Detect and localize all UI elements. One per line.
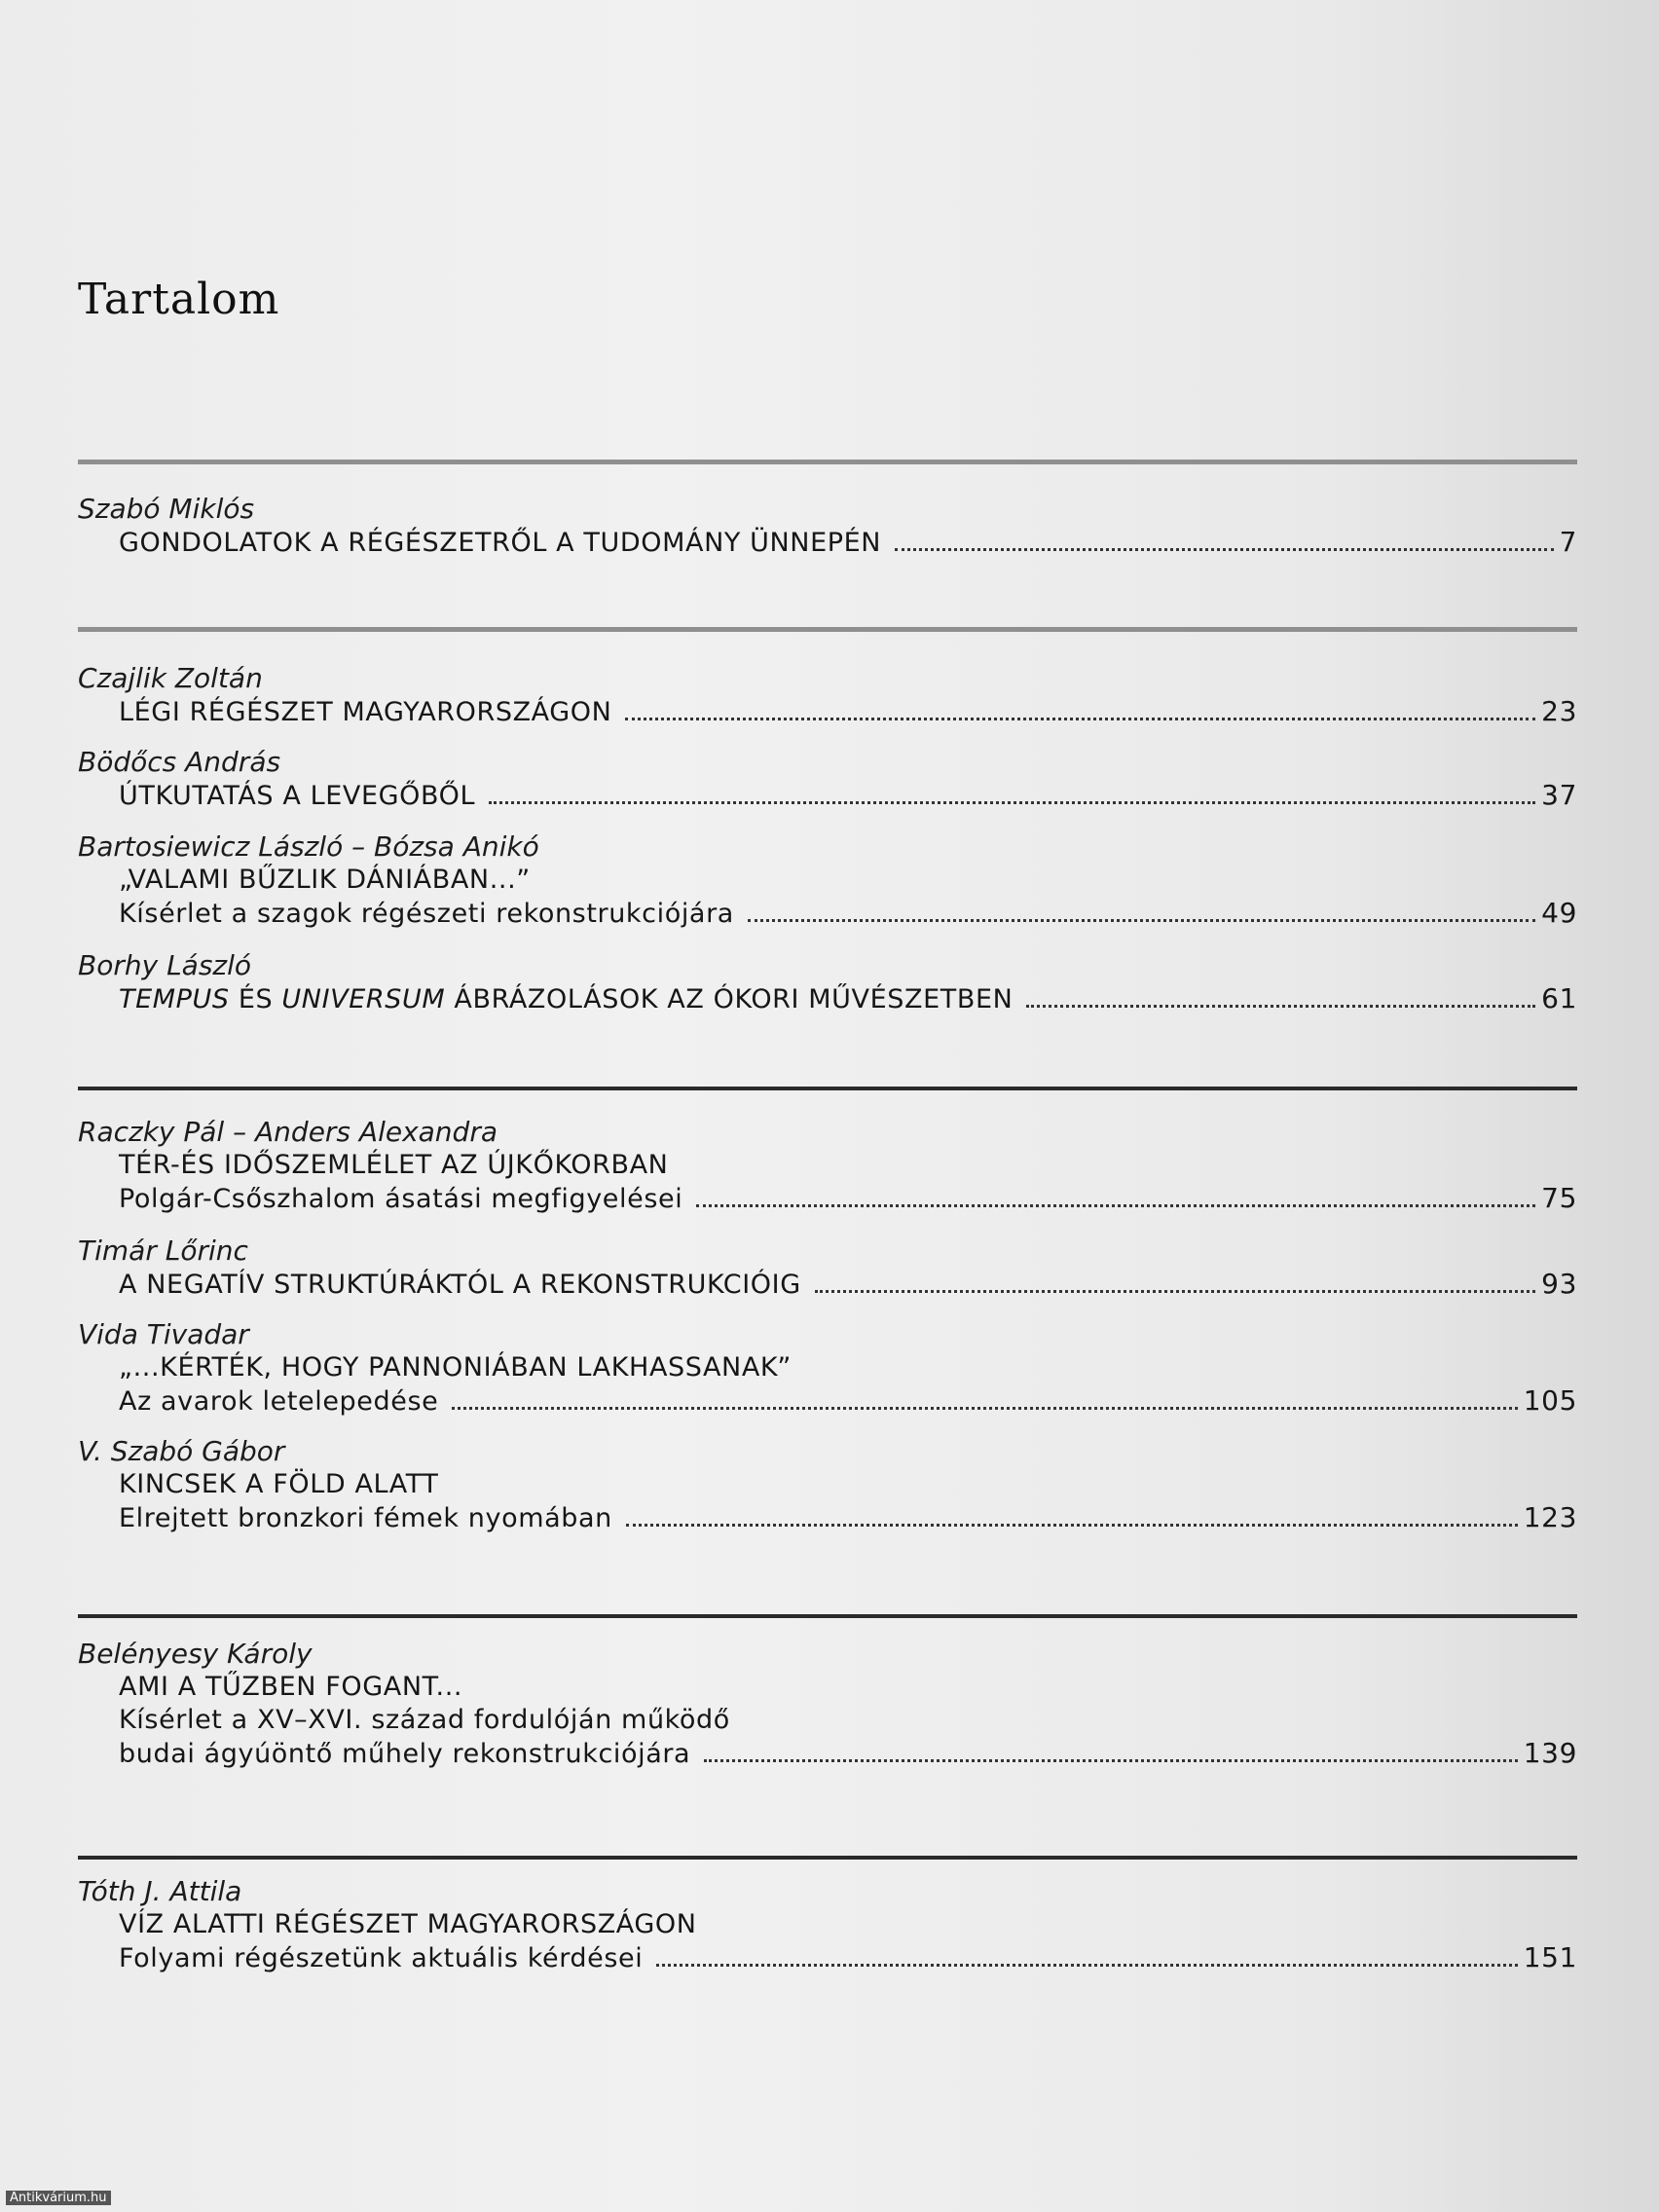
entry-author: Belényesy Károly bbox=[78, 1638, 313, 1670]
title-italic-tempus: TEMPUS bbox=[119, 984, 230, 1014]
page-number: 139 bbox=[1523, 1737, 1577, 1769]
entry-title: „...KÉRTÉK, HOGY PANNONIÁBAN LAKHASSANAK” bbox=[119, 1352, 792, 1382]
entry-author: Bartosiewicz László – Bózsa Anikó bbox=[78, 830, 539, 863]
toc-line[interactable] bbox=[119, 982, 1577, 1016]
dot-leader bbox=[626, 1523, 1518, 1527]
page-title: Tartalom bbox=[78, 275, 280, 324]
toc-entry bbox=[78, 493, 1577, 560]
section-divider bbox=[78, 1856, 1577, 1860]
title-part: ÁBRÁZOLÁSOK AZ ÓKORI MŰVÉSZETBEN bbox=[445, 984, 1014, 1014]
page-number: 123 bbox=[1523, 1501, 1577, 1533]
entry-author: Czajlik Zoltán bbox=[78, 662, 263, 694]
toc-line[interactable] bbox=[119, 1737, 1577, 1771]
entry-author: Borhy László bbox=[78, 949, 252, 981]
entry-title: KINCSEK A FÖLD ALATT bbox=[119, 1469, 439, 1499]
page-number: 61 bbox=[1541, 982, 1577, 1014]
entry-title: TÉR-ÉS IDŐSZEMLÉLET AZ ÚJKŐKORBAN bbox=[119, 1150, 669, 1180]
entry-subtitle: Elrejtett bronzkori fémek nyomában bbox=[119, 1503, 612, 1533]
entry-author: Szabó Miklós bbox=[78, 493, 255, 525]
entry-subtitle: Az avarok letelepedése bbox=[119, 1386, 439, 1417]
toc-entry bbox=[78, 662, 1577, 729]
toc-entry bbox=[78, 949, 1577, 1016]
toc-line[interactable] bbox=[119, 1182, 1577, 1216]
entry-author: Tóth J. Attila bbox=[78, 1875, 242, 1907]
dot-leader bbox=[656, 1963, 1517, 1967]
entry-subtitle: Kísérlet a szagok régészeti rekonstrukciójára bbox=[119, 899, 734, 929]
entry-title bbox=[119, 983, 1013, 1016]
entry-title: VÍZ ALATTI RÉGÉSZET MAGYARORSZÁGON bbox=[119, 1909, 697, 1939]
dot-leader bbox=[815, 1289, 1535, 1293]
dot-leader bbox=[895, 547, 1553, 551]
toc-line bbox=[119, 1149, 1577, 1182]
page-number: 105 bbox=[1523, 1384, 1577, 1417]
toc-line bbox=[119, 1908, 1577, 1941]
entry-subtitle: Polgár-Csőszhalom ásatási megfigyelései bbox=[119, 1184, 683, 1214]
toc-entry bbox=[78, 830, 1577, 931]
page-number: 151 bbox=[1523, 1941, 1577, 1973]
dot-leader bbox=[696, 1203, 1535, 1207]
entry-author: Vida Tivadar bbox=[78, 1318, 249, 1350]
toc-entry bbox=[78, 1235, 1577, 1302]
toc-line bbox=[119, 1671, 1577, 1704]
page-number: 37 bbox=[1541, 779, 1577, 811]
toc-line bbox=[119, 1351, 1577, 1384]
toc-line[interactable] bbox=[119, 897, 1577, 931]
entry-subtitle: budai ágyúöntő műhely rekonstrukciójára bbox=[119, 1739, 691, 1769]
toc-line[interactable] bbox=[119, 695, 1577, 729]
toc-line bbox=[119, 1468, 1577, 1501]
entry-subtitle: Folyami régészetünk aktuális kérdései bbox=[119, 1943, 644, 1973]
page-number: 23 bbox=[1541, 695, 1577, 727]
toc-line[interactable] bbox=[119, 779, 1577, 813]
toc-line[interactable] bbox=[119, 1268, 1577, 1302]
toc-line[interactable] bbox=[119, 1941, 1577, 1975]
toc-entry bbox=[78, 1875, 1577, 1975]
section-divider bbox=[78, 1614, 1577, 1618]
entry-title: AMI A TŰZBEN FOGANT... bbox=[119, 1672, 463, 1702]
section-divider bbox=[78, 460, 1577, 464]
entry-title: LÉGI RÉGÉSZET MAGYARORSZÁGON bbox=[119, 697, 612, 727]
entry-author: Timár Lőrinc bbox=[78, 1235, 248, 1267]
page-number: 7 bbox=[1559, 526, 1577, 558]
toc-line[interactable] bbox=[119, 1501, 1577, 1535]
dot-leader bbox=[1026, 1004, 1535, 1008]
dot-leader bbox=[452, 1406, 1517, 1410]
toc-entry bbox=[78, 1435, 1577, 1535]
watermark: Antikvárium.hu bbox=[6, 2191, 111, 2205]
page-number: 93 bbox=[1541, 1268, 1577, 1300]
section-divider bbox=[78, 1087, 1577, 1090]
title-part: ÉS bbox=[229, 984, 282, 1014]
dot-leader bbox=[748, 918, 1535, 922]
entry-title: A NEGATÍV STRUKTÚRÁKTÓL A REKONSTRUKCIÓIG bbox=[119, 1270, 801, 1300]
dot-leader bbox=[625, 717, 1535, 720]
entry-author: Raczky Pál – Anders Alexandra bbox=[78, 1116, 498, 1148]
toc-line[interactable] bbox=[119, 526, 1577, 560]
entry-author: V. Szabó Gábor bbox=[78, 1435, 285, 1467]
entry-title: „VALAMI BŰZLIK DÁNIÁBAN...” bbox=[119, 865, 531, 895]
entry-subtitle: Kísérlet a XV–XVI. század fordulóján működő bbox=[119, 1705, 730, 1735]
toc-entry bbox=[78, 1318, 1577, 1419]
section-divider bbox=[78, 627, 1577, 632]
toc-entry bbox=[78, 1638, 1577, 1771]
page-number: 75 bbox=[1541, 1182, 1577, 1214]
dot-leader bbox=[489, 800, 1535, 804]
toc-entry bbox=[78, 1116, 1577, 1216]
entry-author: Bödőcs András bbox=[78, 746, 281, 778]
entry-title: GONDOLATOK A RÉGÉSZETRŐL A TUDOMÁNY ÜNNEPÉN bbox=[119, 528, 882, 558]
title-italic-universum: UNIVERSUM bbox=[281, 984, 446, 1014]
toc-line bbox=[119, 1704, 1577, 1737]
page-number: 49 bbox=[1541, 897, 1577, 929]
entry-title: ÚTKUTATÁS A LEVEGŐBŐL bbox=[119, 781, 476, 811]
toc-line bbox=[119, 864, 1577, 897]
dot-leader bbox=[704, 1758, 1518, 1762]
toc-line[interactable] bbox=[119, 1384, 1577, 1419]
toc-entry bbox=[78, 746, 1577, 813]
